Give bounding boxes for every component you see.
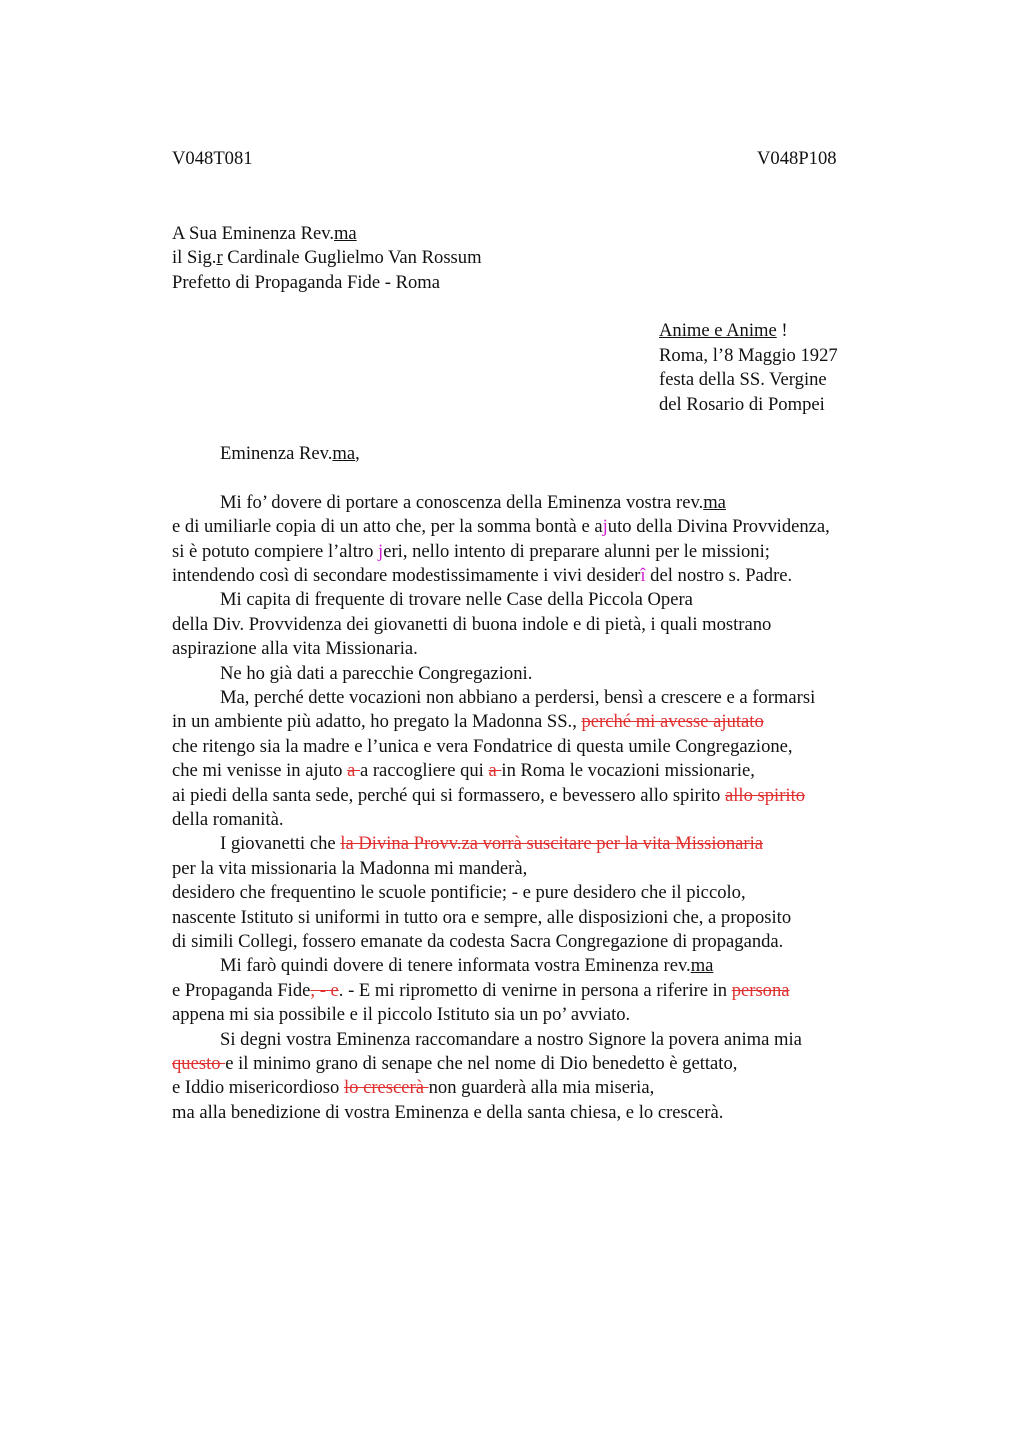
address-text: Cardinale Guglielmo Van Rossum bbox=[222, 247, 482, 268]
address-line-1 bbox=[172, 223, 357, 245]
feast-line: festa della SS. Vergine bbox=[659, 369, 827, 390]
body-text: I giovanetti che bbox=[220, 833, 341, 854]
superscript-abbrev: ma bbox=[690, 955, 714, 976]
motto bbox=[659, 320, 788, 342]
body-line bbox=[172, 785, 805, 807]
deleted-text: allo spirito bbox=[724, 785, 806, 806]
body-text: a raccogliere qui bbox=[359, 760, 489, 781]
document-code-right: V048P108 bbox=[757, 148, 837, 169]
body-line bbox=[220, 833, 763, 855]
salutation-comma: , bbox=[355, 443, 360, 464]
salutation bbox=[220, 443, 360, 465]
body-line: Ma, perché dette vocazioni non abbiano a perdersi, bensì a crescere e a formarsi bbox=[220, 687, 816, 708]
body-line: appena mi sia possibile e il piccolo Istituto sia un po’ avviato. bbox=[172, 1004, 631, 1025]
document-code-left: V048T081 bbox=[172, 148, 253, 169]
body-text: intendendo così di secondare modestissimamente i vivi desider bbox=[172, 565, 641, 586]
superscript-abbrev: ma bbox=[703, 492, 726, 513]
body-text: e il minimo grano di senape che nel nome di Dio benedetto è gettato, bbox=[225, 1053, 738, 1074]
motto-text: Anime e Anime bbox=[659, 320, 777, 341]
body-line bbox=[172, 516, 830, 538]
date-line: Roma, l’8 Maggio 1927 bbox=[659, 345, 838, 366]
body-text: Mi fo’ dovere di portare a conoscenza della Eminenza vostra rev. bbox=[220, 492, 704, 513]
body-text: e di umiliarle copia di un atto che, per la somma bontà e a bbox=[172, 516, 603, 537]
body-line bbox=[172, 1077, 654, 1099]
body-line: ma alla benedizione di vostra Eminenza e della santa chiesa, e lo crescerà. bbox=[172, 1102, 724, 1123]
body-text: eri, nello intento di preparare alunni per le missioni; bbox=[383, 541, 770, 562]
inserted-text: î bbox=[640, 565, 646, 586]
body-line bbox=[220, 492, 726, 514]
body-line bbox=[172, 541, 770, 563]
body-text: . - E mi riprometto di venirne in persona a riferire in bbox=[338, 980, 732, 1001]
body-text: non guarderà alla mia miseria, bbox=[428, 1077, 655, 1098]
body-line: Mi capita di frequente di trovare nelle Case della Piccola Opera bbox=[220, 589, 693, 610]
body-text: si è potuto compiere l’altro bbox=[172, 541, 379, 562]
deleted-text: a bbox=[347, 760, 360, 781]
inserted-text: j bbox=[378, 541, 384, 562]
deleted-text: persona bbox=[731, 980, 790, 1001]
body-line: aspirazione alla vita Missionaria. bbox=[172, 638, 418, 659]
body-line bbox=[172, 711, 764, 733]
body-text: e Iddio misericordioso bbox=[172, 1077, 344, 1098]
deleted-text: , - e bbox=[310, 980, 339, 1001]
body-line bbox=[172, 980, 790, 1002]
superscript-abbrev: r bbox=[216, 247, 223, 268]
address-line-3: Prefetto di Propaganda Fide - Roma bbox=[172, 272, 441, 293]
body-text: che mi venisse in ajuto bbox=[172, 760, 348, 781]
body-line bbox=[172, 760, 755, 782]
superscript-abbrev: ma bbox=[333, 223, 357, 244]
deleted-text: lo crescerà bbox=[343, 1077, 429, 1098]
body-line: che ritengo sia la madre e l’unica e vera Fondatrice di questa umile Congregazione, bbox=[172, 736, 793, 757]
deleted-text: a bbox=[488, 760, 502, 781]
salutation-text: Eminenza Rev. bbox=[220, 443, 333, 464]
body-line: desidero che frequentino le scuole pontificie; - e pure desidero che il piccolo, bbox=[172, 882, 746, 903]
body-text: del nostro s. Padre. bbox=[645, 565, 793, 586]
body-line: della romanità. bbox=[172, 809, 284, 830]
address-text: A Sua Eminenza Rev. bbox=[172, 223, 334, 244]
motto-suffix: ! bbox=[776, 320, 788, 341]
body-text: uto della Divina Provvidenza, bbox=[607, 516, 830, 537]
body-text: ai piedi della santa sede, perché qui si formassero, e bevessero allo spirito bbox=[172, 785, 725, 806]
body-text: Mi farò quindi dovere di tenere informata vostra Eminenza rev. bbox=[220, 955, 691, 976]
body-line: della Div. Provvidenza dei giovanetti di buona indole e di pietà, i quali mostrano bbox=[172, 614, 772, 635]
body-text: in un ambiente più adatto, ho pregato la Madonna SS., bbox=[172, 711, 582, 732]
body-line bbox=[220, 955, 713, 977]
body-line: per la vita missionaria la Madonna mi manderà, bbox=[172, 858, 528, 879]
superscript-abbrev: ma bbox=[332, 443, 356, 464]
body-line bbox=[172, 565, 792, 587]
address-text: il Sig. bbox=[172, 247, 217, 268]
address-line-2 bbox=[172, 247, 482, 269]
deleted-text: questo bbox=[172, 1053, 226, 1074]
body-text: in Roma le vocazioni missionarie, bbox=[501, 760, 755, 781]
feast-line-2: del Rosario di Pompei bbox=[659, 394, 825, 415]
inserted-text: j bbox=[602, 516, 608, 537]
body-line: nascente Istituto si uniformi in tutto ora e sempre, alle disposizioni che, a proposito bbox=[172, 907, 792, 928]
body-line: di simili Collegi, fossero emanate da codesta Sacra Congregazione di propaganda. bbox=[172, 931, 784, 952]
deleted-text: la Divina Provv.za vorrà suscitare per la vita Missionaria bbox=[340, 833, 763, 854]
body-line bbox=[172, 1053, 737, 1075]
body-text: e Propaganda Fide bbox=[172, 980, 311, 1001]
deleted-text: perché mi avesse ajutato bbox=[581, 711, 764, 732]
body-line: Ne ho già dati a parecchie Congregazioni. bbox=[220, 663, 533, 684]
body-line: Si degni vostra Eminenza raccomandare a nostro Signore la povera anima mia bbox=[220, 1029, 802, 1050]
